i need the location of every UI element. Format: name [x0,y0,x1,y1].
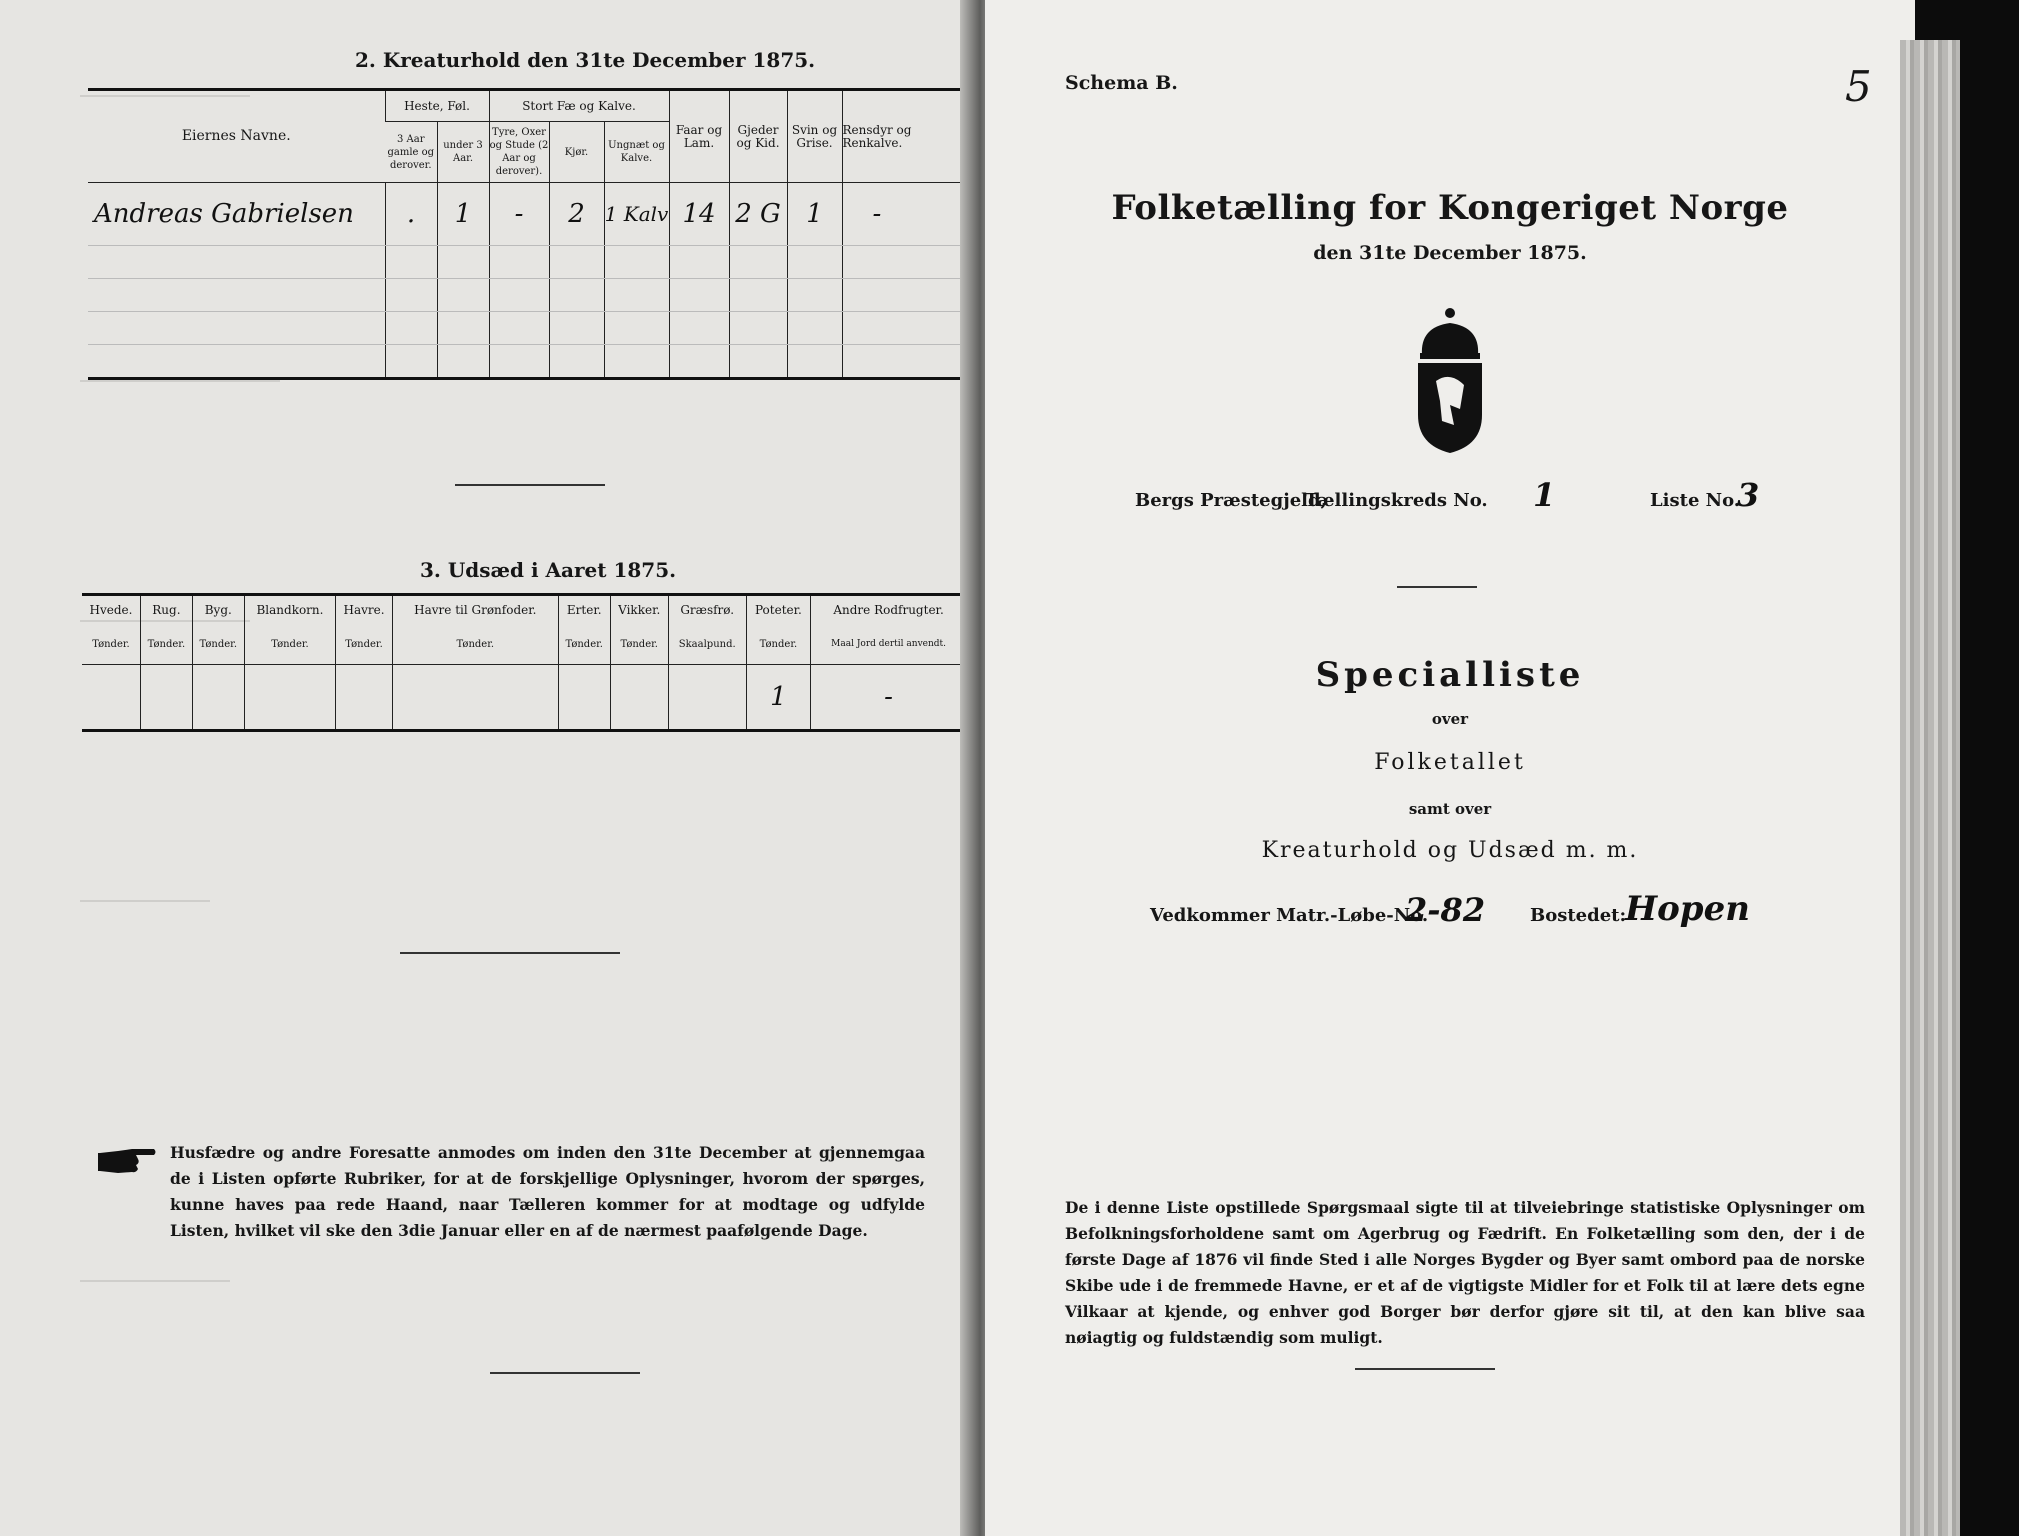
separator-rule [490,1372,640,1374]
cattle-bulls-value: - [489,183,549,246]
col-cattle-bulls: Tyre, Oxer og Stude (2 Aar og derover). [489,122,549,183]
col-cattle-cows: Kjør. [549,122,604,183]
crop-unit-2: Tønder. [192,624,244,665]
bleed-through-mark [80,380,280,382]
seed-value [392,665,558,731]
bleed-through-mark [80,1280,230,1282]
owner-name: Andreas Gabrielsen [88,183,385,246]
root-crops-value: - [811,665,966,731]
horses-under3-value: 1 [437,183,489,246]
bosted-label: Bostedet: [1530,905,1627,926]
cattle-young-value: 1 Kalv [604,183,669,246]
goats-value: 2 G [729,183,787,246]
explanatory-text: De i denne Liste opstillede Spørgsmaal sigte til at tilveiebringe statistiske Oplysninger om Befolkningsforholdene samt om Agerbrug og Fædrift. En Folketælling som den, der i de første Dage af 1876 vil finde Sted i alle Norges Bygder og Byer samt ombord paa de norske Skibe ude i de fremmede Havne, er et af de vigtigste Midler for et Folk til at lære dets egne Vilkaar at kjende, og enhver god Borger bør derfor gjøre sit til, at den kan blive saa nøiagtig og fuldstændig som muligt. [1065,1198,1865,1347]
section2-title: 2. Kreaturhold den 31te December 1875. [355,48,816,72]
crop-unit-9: Tønder. [746,624,810,665]
crop-unit-8: Skaalpund. [668,624,746,665]
crop-unit-5: Tønder. [392,624,558,665]
crop-unit-4: Tønder. [336,624,393,665]
crop-unit-10: Maal Jord dertil anvendt. [811,624,966,665]
col-goats-header: Gjeder og Kid. [729,90,787,183]
col-horses-3plus: 3 Aar gamle og derover. [385,122,437,183]
crop-header-7: Vikker. [610,595,668,625]
crop-unit-7: Tønder. [610,624,668,665]
right-page [985,0,1915,1536]
cattle-cows-value: 2 [549,183,604,246]
seed-value [192,665,244,731]
pointing-hand-icon [98,1143,158,1177]
horses-3plus-value: . [385,183,437,246]
col-cattle-young: Ungnæt og Kalve. [604,122,669,183]
col-reindeer-header: Rensdyr og Renkalve. [842,90,966,183]
census-date: den 31te December 1875. [1313,242,1587,264]
col-cattle-group: Stort Fæ og Kalve. [489,90,669,122]
specialliste-heading: Specialliste [1315,655,1585,695]
col-sheep-header: Faar og Lam. [669,90,729,183]
col-horses-group: Heste, Føl. [385,90,489,122]
bleed-through-mark [80,900,210,902]
col-owner-header: Eiernes Navne. [88,90,385,183]
crop-header-2: Byg. [192,595,244,625]
folketallet-heading: Folketallet [1374,750,1526,775]
left-page [0,0,975,1536]
crop-header-4: Havre. [336,595,393,625]
crop-unit-1: Tønder. [140,624,192,665]
separator-rule [400,952,620,954]
crop-header-0: Hvede. [82,595,140,625]
col-pigs-header: Svin og Grise. [787,90,842,183]
seed-value [140,665,192,731]
section3-title: 3. Udsæd i Aaret 1875. [420,558,677,582]
bosted-value: Hopen [1625,889,1750,929]
seed-value [558,665,610,731]
coat-of-arms-icon [1410,305,1490,455]
list-number: 3 [1737,476,1760,514]
livestock-row [88,183,966,246]
parish-label: Bergs Præstegjeld, [1135,490,1327,511]
schema-label: Schema B. [1065,72,1178,94]
crop-header-10: Andre Rodfrugter. [811,595,966,625]
sheep-value: 14 [669,183,729,246]
separator-rule [455,484,605,486]
samt-over-label: samt over [1408,800,1492,818]
crop-header-3: Blandkorn. [244,595,336,625]
seed-value [668,665,746,731]
crop-header-9: Poteter. [746,595,810,625]
matr-number: 2-82 [1405,891,1486,929]
seed-value [610,665,668,731]
seed-values-row [82,665,966,731]
crop-header-6: Erter. [558,595,610,625]
seed-value [336,665,393,731]
seed-value [82,665,140,731]
page-number: 5 [1845,62,1872,111]
district-number: 1 [1533,476,1556,514]
over-label: over [1431,710,1469,728]
seed-table [82,593,966,732]
seed-value [244,665,336,731]
crop-header-1: Rug. [140,595,192,625]
col-horses-under3: under 3 Aar. [437,122,489,183]
livestock-table [88,88,966,380]
main-title: Folketælling for Kongeriget Norge [1111,188,1789,228]
matr-label: Vedkommer Matr.-Løbe-No. [1150,905,1429,926]
crop-header-8: Græsfrø. [668,595,746,625]
list-label: Liste No. [1650,490,1741,511]
notice-text: Husfædre og andre Foresatte anmodes om inden den 31te December at gjennemgaa de i Listen opførte Rubriker, for at de forskjellige Oplysninger, hvorom der spørges, kunne haves paa rede Haand, naar Tælleren kommer for at modtage og udfylde Listen, hvilket vil ske den 3die Januar eller en af de nærmest paafølgende Dage. [170,1143,925,1240]
crop-unit-3: Tønder. [244,624,336,665]
page-edge [1900,40,1960,1536]
separator-rule [1355,1368,1495,1370]
pigs-value: 1 [787,183,842,246]
district-label: Tællingskreds No. [1305,490,1488,511]
kreaturhold-heading: Kreaturhold og Udsæd m. m. [1261,838,1639,863]
crop-header-5: Havre til Grønfoder. [392,595,558,625]
crop-unit-6: Tønder. [558,624,610,665]
potatoes-value: 1 [746,665,810,731]
crop-unit-0: Tønder. [82,624,140,665]
separator-rule [1397,586,1477,588]
reindeer-value: - [842,183,966,246]
